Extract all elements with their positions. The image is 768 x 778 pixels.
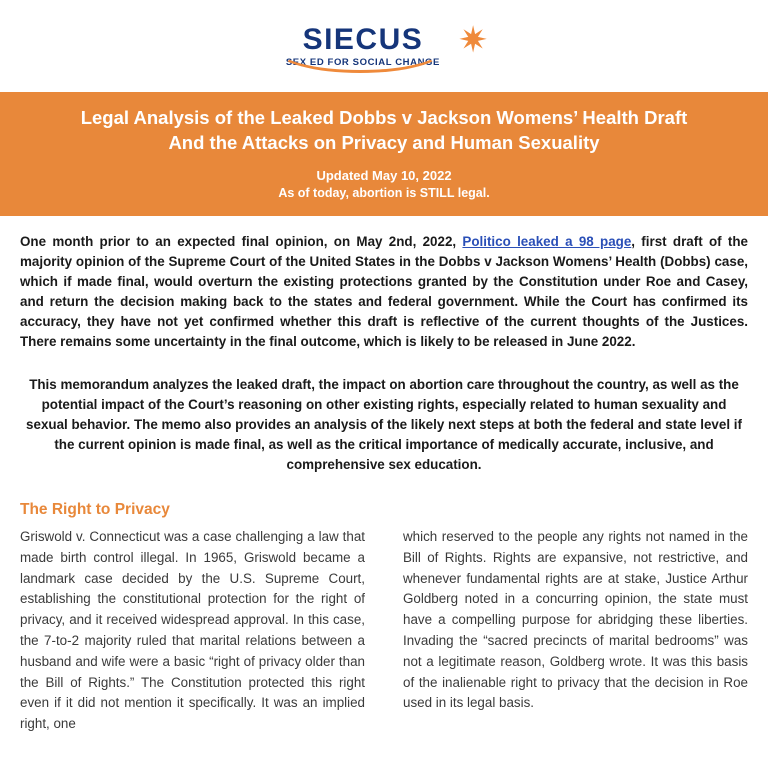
section-heading-right-to-privacy: The Right to Privacy (20, 501, 170, 519)
body-column-left (20, 527, 365, 735)
intro-paragraph-1 (20, 232, 748, 353)
logo-tagline: SEX ED FOR SOCIAL CHANGE (285, 56, 440, 68)
banner-updated-date: Updated May 10, 2022 (316, 167, 452, 183)
two-column-body (0, 525, 768, 735)
banner-title-line2: And the Attacks on Privacy and Human Sexuality (168, 131, 600, 153)
body-paragraph-right: which reserved to the people any rights not named in the Bill of Rights. Rights are expansive, not restrictive, and whenever fundamental rights are at stake, Justice Arthur Goldberg noted in a concurring opinion, the state must have a compelling purpose for abridging these liberties. Invading the “sacred precincts of marital bedrooms” was not a legitimate reason, Goldberg wrote. It was this basis of the inalienable right to privacy that the decision in Roe used in its legal basis. (403, 529, 748, 711)
title-banner (0, 92, 768, 216)
intro-text-before-link: One month prior to an expected final opinion, on May 2nd, 2022, (20, 233, 463, 249)
logo-wordmark: SIECUS (302, 22, 424, 56)
logo-swoosh-icon (276, 45, 444, 73)
intro-paragraph-2: This memorandum analyzes the leaked draft, the impact on abortion care throughout the country, as well as the potential impact of the Court’s reasoning on other existing rights, especially related to human sexuality and sexual behavior. The memo also provides an analysis of the likely next steps at both the federal and state level if the current opinion is made final, as well as the critical importance of medically accurate, inclusive, and comprehensive sex education. (26, 376, 742, 473)
logo-star-icon: ✷ (457, 19, 489, 60)
intro-section (0, 216, 768, 475)
intro-text-after-link: , first draft of the majority opinion of the Supreme Court of the United States in the Dobbs v Jackson Womens’ Health (Dobbs) case, which if made final, would overturn the existing protections granted by the Constitution under Roe and Casey, and return the decision making back to the states and federal government. While the Court has confirmed its accuracy, they have not yet confirmed whether this draft is reflective of the current thoughts of the Justices. There remains some uncertainty in the final outcome, which is likely to be released in June 2022. (20, 233, 748, 350)
logo-text (280, 22, 446, 68)
banner-status-note: As of today, abortion is STILL legal. (278, 185, 490, 200)
body-paragraph-left: Griswold v. Connecticut was a case challenging a law that made birth control illegal. In 1965, Griswold became a landmark case decided by the U.S. Supreme Court, establishing the constitutional protection for the right of privacy, and it received widespread approval. In this case, the 7-to-2 majority ruled that marital relations between a husband and wife were a basic “right of privacy older than the Bill of Rights.” The Constitution protected this right even if it did not mention it specifically. It was an implied right, one (20, 529, 365, 732)
banner-title-line1: Legal Analysis of the Leaked Dobbs v Jackson Womens’ Health Draft (80, 107, 688, 128)
politico-link[interactable]: Politico leaked a 98 page (462, 233, 632, 249)
siecus-logo (280, 19, 489, 68)
body-column-right (403, 527, 748, 735)
logo-header (0, 0, 768, 92)
